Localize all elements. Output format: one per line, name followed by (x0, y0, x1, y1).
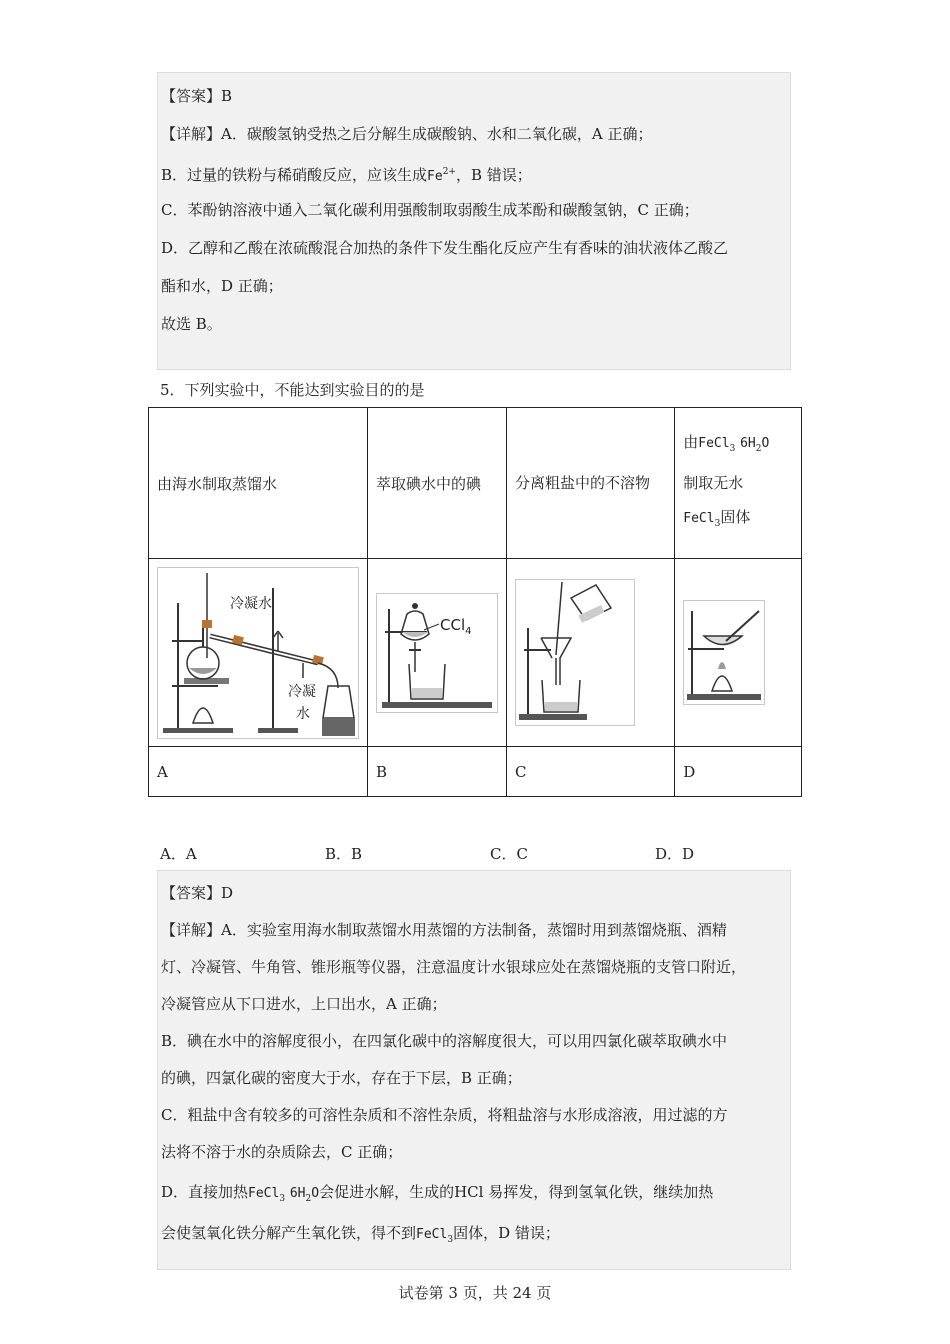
detail-line (161, 912, 788, 949)
formula: 6H (740, 436, 756, 451)
formula: O (311, 1186, 320, 1201)
header-text: 分离粗盐中的不溶物 (515, 474, 651, 492)
choice-c[interactable]: C．C (490, 845, 528, 863)
formula: FeCl (416, 1227, 448, 1242)
answer-line (161, 77, 788, 115)
detail-text: 冷凝管应从下口进水，上口出水，A 正确； (161, 995, 447, 1013)
header-cell-c (507, 408, 675, 559)
header-text (683, 500, 793, 541)
formula: FeCl (683, 511, 715, 526)
detail-line (161, 305, 788, 343)
option-label: B (376, 762, 388, 781)
question-table (148, 407, 802, 797)
label-cell (675, 747, 802, 797)
header-text: 制取无水 (683, 474, 744, 492)
detail-label: 【详解】 (161, 921, 222, 939)
choice-d[interactable]: D．D (655, 845, 695, 863)
label-cell (149, 747, 368, 797)
text: 固体 (720, 508, 751, 526)
formula-sub: 2 (305, 1194, 312, 1204)
formula: FeCl (248, 1186, 280, 1201)
option-label: A (157, 762, 168, 781)
distillation-apparatus-figure (157, 567, 359, 739)
header-cell-d (675, 408, 802, 559)
question-title: 5．下列实验中，不能达到实验目的的是 (160, 381, 425, 399)
detail-text: A．实验室用海水制取蒸馏水用蒸馏的方法制备，蒸馏时用到蒸馏烧瓶、酒精 (221, 921, 727, 939)
answer-label: 【答案】 (161, 884, 222, 902)
answer-value: B (221, 87, 233, 105)
detail-line (161, 115, 788, 153)
evaporation-figure (683, 600, 765, 705)
svg-text:CCl4 (440, 616, 472, 637)
detail-text: B．过量的铁粉与稀硝酸反应，应该生成 (161, 166, 428, 184)
label-cell (507, 747, 675, 797)
detail-line (161, 1097, 788, 1134)
formula-sub: 3 (729, 444, 736, 454)
detail-text: 酯和水，D 正确； (161, 277, 283, 295)
formula: 6H (289, 1186, 306, 1201)
detail-line (161, 153, 788, 191)
choice-a[interactable]: A．A (160, 845, 197, 863)
header-text: 由海水制取蒸馏水 (157, 474, 278, 493)
detail-label: 【详解】 (161, 125, 222, 143)
detail-line (161, 1171, 788, 1213)
label-condensing-water-bottom: 冷凝 (288, 683, 316, 700)
detail-text: D．直接加热 (161, 1183, 249, 1201)
detail-line (161, 1060, 788, 1097)
figure-cell-b (368, 559, 507, 747)
detail-text: 会使氢氧化铁分解产生氧化铁，得不到 (161, 1224, 417, 1242)
detail-line (161, 267, 788, 305)
option-label: D (683, 762, 696, 781)
detail-text: ，B 错误； (455, 166, 532, 184)
header-cell-b (368, 408, 507, 559)
detail-line (161, 1023, 788, 1060)
page-footer: 试卷第 3 页，共 24 页 (398, 1284, 552, 1302)
fe-charge: 2+ (442, 167, 456, 177)
formula-sub: 3 (447, 1235, 454, 1245)
header-cell-a (149, 408, 368, 559)
formula: O (761, 436, 770, 451)
answer-label: 【答案】 (161, 87, 222, 105)
formula-sub: 3 (279, 1194, 286, 1204)
answer-line (161, 875, 788, 912)
filtration-figure (515, 579, 635, 726)
detail-line (161, 1213, 788, 1253)
detail-text: 故选 B。 (161, 315, 222, 333)
formula: FeCl (698, 436, 730, 451)
formula-sub: 2 (755, 444, 762, 454)
option-label: C (515, 762, 527, 781)
label-cell (368, 747, 507, 797)
answer-box-2 (157, 870, 791, 1270)
text: 由 (683, 433, 699, 451)
detail-line (161, 949, 788, 986)
detail-line (161, 191, 788, 229)
detail-text: 灯、冷凝管、牛角管、锥形瓶等仪器，注意温度计水银球应处在蒸馏烧瓶的支管口附近， (161, 958, 747, 976)
ccl4-label: CCl (440, 615, 466, 634)
detail-text: C．苯酚钠溶液中通入二氧化碳利用强酸制取弱酸生成苯酚和碳酸氢钠，C 正确； (161, 201, 699, 219)
choice-b[interactable]: B．B (325, 845, 363, 863)
detail-text: B．碘在水中的溶解度很小，在四氯化碳中的溶解度很大，可以用四氯化碳萃取碘水中 (161, 1032, 728, 1050)
separatory-funnel-figure (376, 593, 498, 713)
detail-line (161, 229, 788, 267)
detail-text: C．粗盐中含有较多的可溶性杂质和不溶性杂质，将粗盐溶与水形成溶液，用过滤的方 (161, 1106, 728, 1124)
figure-cell-d (675, 559, 802, 747)
formula-sub: 3 (714, 519, 721, 529)
figure-cell-c (507, 559, 675, 747)
detail-text: D．乙醇和乙酸在浓硫酸混合加热的条件下发生酯化反应产生有香味的油状液体乙酸乙 (161, 239, 729, 257)
label-condensing-water-bottom: 水 (296, 705, 310, 722)
header-text: 萃取碘水中的碘 (376, 474, 482, 493)
detail-line (161, 1134, 788, 1171)
detail-text: A．碳酸氢钠受热之后分解生成碳酸钠、水和二氧化碳，A 正确； (221, 125, 653, 143)
label-condensing-water-top: 冷凝水 (230, 595, 272, 612)
ccl4-sub: 4 (465, 625, 472, 637)
detail-text: 固体，D 错误； (453, 1224, 560, 1242)
detail-line (161, 986, 788, 1023)
detail-text: 会促进水解，生成的HCl 易挥发，得到氢氧化铁，继续加热 (319, 1183, 714, 1201)
detail-text: 法将不溶于水的杂质除去，C 正确； (161, 1143, 403, 1161)
answer-value: D (221, 884, 234, 902)
answer-box-1 (157, 72, 791, 370)
fe-ion: Fe (427, 169, 443, 184)
figure-cell-a (149, 559, 368, 747)
header-text (683, 425, 793, 466)
detail-text: 的碘，四氯化碳的密度大于水，存在于下层，B 正确； (161, 1069, 522, 1087)
